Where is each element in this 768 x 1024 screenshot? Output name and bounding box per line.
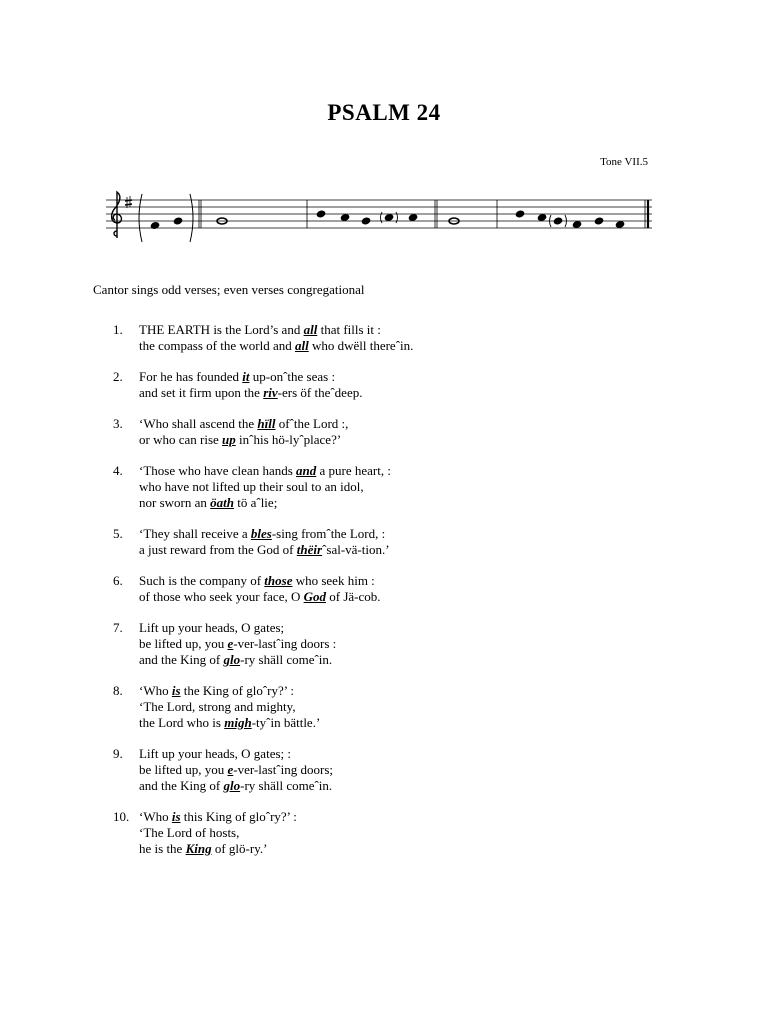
verse-line: [139, 778, 413, 794]
verse-text: ‘Who shall ascend the: [139, 416, 258, 431]
intonation-bracket: [139, 194, 193, 242]
verse-text: ‘The Lord of hosts,: [139, 825, 240, 840]
verse-text: who seek him :: [292, 573, 375, 588]
accented-syllable: King: [185, 841, 212, 856]
verse-text: ‘They shall receive a: [139, 526, 251, 541]
verse-text: inˆhis hö-lyˆplace?’: [235, 432, 342, 447]
verse-line: [139, 573, 413, 589]
treble-clef-icon: [112, 192, 122, 238]
verse-text: ˆsal-vä-tion.’: [322, 542, 390, 557]
verse-text: be lifted up, you: [139, 636, 228, 651]
accented-syllable: öath: [210, 495, 234, 510]
verse-line: [139, 463, 413, 479]
verse-text: ‘Who: [139, 683, 172, 698]
verse-line: [139, 809, 413, 825]
verse-number: 8.: [113, 683, 123, 698]
verse-text: Such is the company of: [139, 573, 265, 588]
accented-syllable: all: [294, 338, 309, 353]
verse-text: up-onˆthe seas :: [249, 369, 336, 384]
tone-label: Tone VII.5: [600, 156, 648, 168]
verse-text: this King of gloˆry?’ :: [180, 809, 297, 824]
accented-syllable: all: [303, 322, 318, 337]
accented-syllable: e: [227, 762, 234, 777]
verse-line: [139, 636, 413, 652]
verse-text: ‘Who: [139, 809, 172, 824]
staff-lines: [106, 200, 652, 228]
verse-line: [139, 542, 413, 558]
accented-syllable: glo: [223, 652, 241, 667]
notes: [150, 210, 624, 229]
verse-text: Lift up your heads, O gates;: [139, 620, 285, 635]
accented-syllable: up: [222, 432, 236, 447]
verse-line: [139, 825, 413, 841]
verse-text: that fills it :: [317, 322, 381, 337]
verse-text: or who can rise: [139, 432, 223, 447]
verse-number: 10.: [113, 809, 130, 824]
verse-text: and set it firm upon the: [139, 385, 264, 400]
verse-text: -ers öf theˆdeep.: [277, 385, 363, 400]
verse-text: ‘The Lord, strong and mighty,: [139, 699, 296, 714]
verse-line: [139, 620, 413, 636]
verse-text: -ver-lastˆing doors :: [233, 636, 337, 651]
verse-number: 7.: [113, 620, 123, 635]
verse-line: [139, 322, 413, 338]
accented-syllable: riv: [263, 385, 278, 400]
verse: [113, 809, 413, 857]
verse-number: 1.: [113, 322, 123, 337]
verse-list: [113, 322, 413, 872]
verse-text: and the King of: [139, 652, 224, 667]
verse-text: For he has founded: [139, 369, 243, 384]
verse-text: a just reward from the God of: [139, 542, 297, 557]
verse-line: [139, 416, 413, 432]
verse-number: 3.: [113, 416, 123, 431]
verse: [113, 620, 413, 668]
accented-syllable: e: [227, 636, 234, 651]
verse-text: nor sworn an: [139, 495, 211, 510]
verse-text: he is the: [139, 841, 186, 856]
accented-syllable: and: [296, 463, 317, 478]
verse-line: [139, 338, 413, 354]
verse: [113, 683, 413, 731]
verse-line: [139, 652, 413, 668]
verse: [113, 369, 413, 401]
verse-text: ofˆthe Lord :,: [275, 416, 349, 431]
verse-number: 6.: [113, 573, 123, 588]
verse: [113, 322, 413, 354]
verse-text: the Lord who is: [139, 715, 225, 730]
accented-syllable: is: [171, 683, 181, 698]
verse-number: 2.: [113, 369, 123, 384]
verse-text: be lifted up, you: [139, 762, 228, 777]
instruction-text: Cantor sings odd verses; even verses congregational: [93, 282, 365, 297]
verse-line: [139, 841, 413, 857]
accented-syllable: migh: [224, 715, 252, 730]
accented-syllable: bles: [250, 526, 272, 541]
verse-line: [139, 746, 413, 762]
verse-line: [139, 715, 413, 731]
verse-text: of Jä-cob.: [326, 589, 381, 604]
verse: [113, 526, 413, 558]
accented-syllable: those: [264, 573, 293, 588]
accented-syllable: thëir: [296, 542, 323, 557]
verse-text: -ry shäll comeˆin.: [240, 652, 333, 667]
verse: [113, 416, 413, 448]
accented-syllable: is: [171, 809, 181, 824]
page-title: PSALM 24: [327, 100, 441, 125]
verse-line: [139, 589, 413, 605]
verse: [113, 573, 413, 605]
verse-text: a pure heart, :: [316, 463, 391, 478]
verse-line: [139, 432, 413, 448]
verse-line: [139, 762, 413, 778]
verse-line: [139, 385, 413, 401]
verse: [113, 463, 413, 511]
verse-text: -ry shäll comeˆin.: [240, 778, 333, 793]
accented-syllable: hïll: [257, 416, 276, 431]
verse-line: [139, 495, 413, 511]
verse-text: of those who seek your face, O: [139, 589, 304, 604]
verse-text: ‘Those who have clean hands: [139, 463, 297, 478]
accented-syllable: it: [242, 369, 250, 384]
verse-line: [139, 699, 413, 715]
verse-number: 4.: [113, 463, 123, 478]
verse-text: THE EARTH is the Lord’s and: [139, 322, 304, 337]
verse: [113, 746, 413, 794]
verse-line: [139, 683, 413, 699]
sharp-icon: [125, 196, 132, 208]
verse-text: who have not lifted up their soul to an idol,: [139, 479, 364, 494]
verse-text: -ver-lastˆing doors;: [233, 762, 333, 777]
verse-text: the King of gloˆry?’ :: [180, 683, 295, 698]
verse-text: -tyˆin bättle.’: [251, 715, 321, 730]
verse-text: of glö-ry.’: [211, 841, 268, 856]
verse-number: 5.: [113, 526, 123, 541]
verse-text: the compass of the world and: [139, 338, 295, 353]
verse-text: who dwëll thereˆin.: [308, 338, 414, 353]
verse-text: -sing fromˆthe Lord, :: [271, 526, 386, 541]
verse-text: Lift up your heads, O gates; :: [139, 746, 291, 761]
music-staff: [104, 188, 656, 244]
verse-line: [139, 479, 413, 495]
verse-text: and the King of: [139, 778, 224, 793]
accented-syllable: God: [303, 589, 327, 604]
verse-line: [139, 526, 413, 542]
verse-text: tö aˆlie;: [233, 495, 278, 510]
verse-number: 9.: [113, 746, 123, 761]
accented-syllable: glo: [223, 778, 241, 793]
verse-line: [139, 369, 413, 385]
